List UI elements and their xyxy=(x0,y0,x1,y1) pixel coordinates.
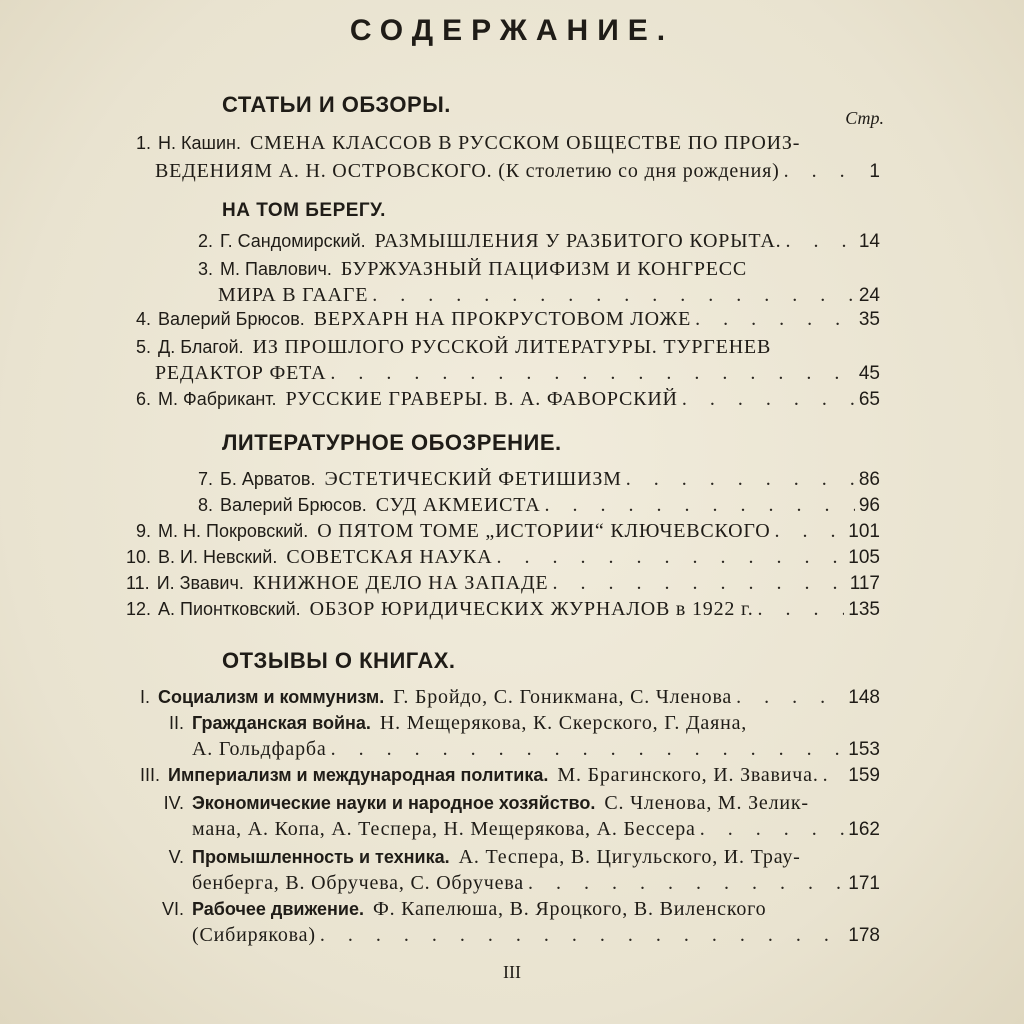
toc-entry-5-line1 xyxy=(136,334,856,360)
review-authors: С. Членова, М. Зелик- xyxy=(604,792,809,814)
section-heading-articles: СТАТЬИ И ОБЗОРЫ. xyxy=(222,92,451,117)
entry-number: 5. xyxy=(136,337,152,357)
review-page: 178 xyxy=(848,925,880,946)
entry-title: БУРЖУАЗНЫЙ ПАЦИФИЗМ И КОНГРЕСС xyxy=(340,258,748,280)
entry-title: ВЕРХАРН НА ПРОКРУСТОВОМ ЛОЖЕ xyxy=(313,308,692,330)
toc-entry-7 xyxy=(198,466,880,493)
entry-number: 4. xyxy=(136,309,152,329)
dot-leader xyxy=(330,360,854,386)
entry-number: 3. xyxy=(198,259,214,279)
section-heading-other-shore: НА ТОМ БЕРЕГУ. xyxy=(222,200,386,221)
entry-author: М. Н. Покровский. xyxy=(158,521,309,541)
entry-page: 35 xyxy=(858,309,880,330)
review-topic: Экономические науки и народное хозяйство. xyxy=(192,793,596,813)
review-authors: Ф. Капелюша, В. Яроцкого, В. Виленского xyxy=(372,898,767,920)
entry-page: 105 xyxy=(848,547,880,568)
entry-page: 65 xyxy=(858,389,880,410)
entry-author: И. Звавич. xyxy=(156,573,244,593)
entry-author: Г. Сандомирский. xyxy=(220,231,366,251)
toc-entry-11 xyxy=(126,570,880,597)
entry-title-cont: РЕДАКТОР ФЕТА xyxy=(155,362,327,384)
toc-entry-9 xyxy=(136,518,880,545)
review-authors-cont: бенберга, В. Обручева, С. Обручева xyxy=(192,872,524,894)
toc-entry-1-line1 xyxy=(136,130,856,156)
entry-author: В. И. Невский. xyxy=(158,547,278,567)
page-column-label: Стр. xyxy=(845,108,884,128)
review-topic: Гражданская война. xyxy=(192,713,371,733)
page-title: СОДЕРЖАНИЕ. xyxy=(349,14,675,47)
review-authors-cont: (Сибирякова) xyxy=(192,924,316,946)
entry-number: 11. xyxy=(126,573,150,593)
entry-page: 101 xyxy=(848,521,880,542)
page-number-footer: III xyxy=(503,962,521,982)
entry-number: 9. xyxy=(136,521,152,541)
dot-leader xyxy=(785,228,854,254)
review-entry-5-line2 xyxy=(192,870,880,897)
entry-page: 14 xyxy=(858,231,880,252)
dot-leader xyxy=(700,816,845,842)
review-authors-cont: А. Гольдфарба xyxy=(192,738,327,760)
review-authors: А. Теспера, В. Цигульского, И. Трау- xyxy=(458,846,801,868)
entry-author: Валерий Брюсов. xyxy=(158,309,305,329)
dot-leader xyxy=(320,922,844,948)
review-authors: Н. Мещерякова, К. Скерского, Г. Даяна, xyxy=(379,712,748,734)
entry-title: КНИЖНОЕ ДЕЛО НА ЗАПАДЕ xyxy=(252,572,549,594)
toc-entry-6 xyxy=(136,386,880,413)
entry-number: 8. xyxy=(198,495,214,515)
entry-author: Н. Кашин. xyxy=(158,133,241,153)
entry-title: РУССКИЕ ГРАВЕРЫ. В. А. ФАВОРСКИЙ xyxy=(285,388,678,410)
dot-leader xyxy=(544,492,854,518)
review-entry-6-line2 xyxy=(192,922,880,949)
entry-number: 12. xyxy=(126,599,152,619)
entry-number: 10. xyxy=(126,547,152,567)
entry-title: РАЗМЫШЛЕНИЯ У РАЗБИТОГО КОРЫТА. xyxy=(374,230,782,252)
review-number: III. xyxy=(140,765,161,785)
dot-leader xyxy=(528,870,844,896)
entry-title-cont: МИРА В ГААГЕ xyxy=(218,284,369,306)
review-topic: Социализм и коммунизм. xyxy=(158,687,385,707)
entry-page: 96 xyxy=(858,495,880,516)
section-heading-literary: ЛИТЕРАТУРНОЕ ОБОЗРЕНИЕ. xyxy=(222,430,562,455)
review-entry-5-line1 xyxy=(140,844,840,870)
dot-leader xyxy=(626,466,855,492)
toc-entry-8 xyxy=(198,492,880,519)
entry-title: ЭСТЕТИЧЕСКИЙ ФЕТИШИЗМ xyxy=(324,468,622,490)
dot-leader xyxy=(823,762,845,788)
toc-entry-3-line2 xyxy=(218,282,880,309)
toc-entry-1-line2 xyxy=(155,158,880,185)
toc-entry-10 xyxy=(126,544,880,571)
review-entry-3 xyxy=(140,762,880,789)
review-authors: Г. Бройдо, С. Гоникмана, С. Членова xyxy=(393,686,733,708)
dot-leader xyxy=(496,544,844,570)
entry-title-cont: ВЕДЕНИЯМ А. Н. ОСТРОВСКОГО. (К столетию со дня рождения) xyxy=(155,160,780,182)
review-authors-cont: мана, А. Копа, А. Теспера, Н. Мещерякова, А. Бессера xyxy=(192,818,696,840)
review-topic: Промышленность и техника. xyxy=(192,847,450,867)
entry-page: 135 xyxy=(848,599,880,620)
toc-entry-3-line1 xyxy=(198,256,878,282)
entry-author: М. Фабрикант. xyxy=(158,389,277,409)
review-topic: Империализм и международная политика. xyxy=(168,765,549,785)
entry-page: 1 xyxy=(869,161,880,182)
review-page: 159 xyxy=(848,765,880,786)
dot-leader xyxy=(736,684,844,710)
toc-entry-12 xyxy=(126,596,880,623)
toc-entry-4 xyxy=(136,306,880,333)
entry-title: СОВЕТСКАЯ НАУКА xyxy=(286,546,493,568)
entry-author: А. Пионтковский. xyxy=(158,599,301,619)
review-number: V. xyxy=(168,847,184,867)
entry-author: Валерий Брюсов. xyxy=(220,495,367,515)
entry-page: 45 xyxy=(858,363,880,384)
review-page: 148 xyxy=(848,687,880,708)
review-topic: Рабочее движение. xyxy=(192,899,364,919)
review-entry-2-line1 xyxy=(140,710,840,736)
dot-leader xyxy=(775,518,845,544)
review-authors: М. Брагинского, И. Звавича. xyxy=(557,764,819,786)
review-page: 162 xyxy=(848,819,880,840)
entry-page: 24 xyxy=(858,285,880,306)
entry-page: 117 xyxy=(849,573,880,594)
dot-leader xyxy=(758,596,845,622)
dot-leader xyxy=(695,306,855,332)
entry-author: М. Павлович. xyxy=(220,259,332,279)
dot-leader xyxy=(331,736,845,762)
toc-entry-2 xyxy=(198,228,880,255)
review-number: II. xyxy=(168,713,184,733)
review-page: 153 xyxy=(848,739,880,760)
entry-title: ОБЗОР ЮРИДИЧЕСКИХ ЖУРНАЛОВ в 1922 г. xyxy=(309,598,754,620)
review-entry-1 xyxy=(140,684,880,711)
dot-leader xyxy=(372,282,855,308)
review-number: I. xyxy=(140,687,151,707)
entry-number: 2. xyxy=(198,231,214,251)
review-entry-2-line2 xyxy=(192,736,880,763)
entry-author: Б. Арватов. xyxy=(220,469,316,489)
entry-title: ИЗ ПРОШЛОГО РУССКОЙ ЛИТЕРАТУРЫ. ТУРГЕНЕВ xyxy=(252,336,772,358)
toc-entry-5-line2 xyxy=(155,360,880,387)
dot-leader xyxy=(682,386,855,412)
review-entry-4-line2 xyxy=(192,816,880,843)
entry-number: 6. xyxy=(136,389,152,409)
review-number: IV. xyxy=(163,793,184,813)
entry-number: 1. xyxy=(136,133,152,153)
entry-title: СМЕНА КЛАССОВ В РУССКОМ ОБЩЕСТВЕ ПО ПРОИЗ- xyxy=(249,132,801,154)
entry-author: Д. Благой. xyxy=(158,337,244,357)
entry-title: СУД АКМЕИСТА xyxy=(375,494,541,516)
review-entry-6-line1 xyxy=(140,896,840,922)
dot-leader xyxy=(552,570,845,596)
dot-leader xyxy=(784,158,866,184)
review-entry-4-line1 xyxy=(140,790,840,816)
review-number: VI. xyxy=(161,899,184,919)
entry-page: 86 xyxy=(858,469,880,490)
entry-title: О ПЯТОМ ТОМЕ „ИСТОРИИ“ КЛЮЧЕВСКОГО xyxy=(317,520,771,542)
entry-number: 7. xyxy=(198,469,214,489)
review-page: 171 xyxy=(848,873,880,894)
section-heading-reviews: ОТЗЫВЫ О КНИГАХ. xyxy=(222,648,456,673)
